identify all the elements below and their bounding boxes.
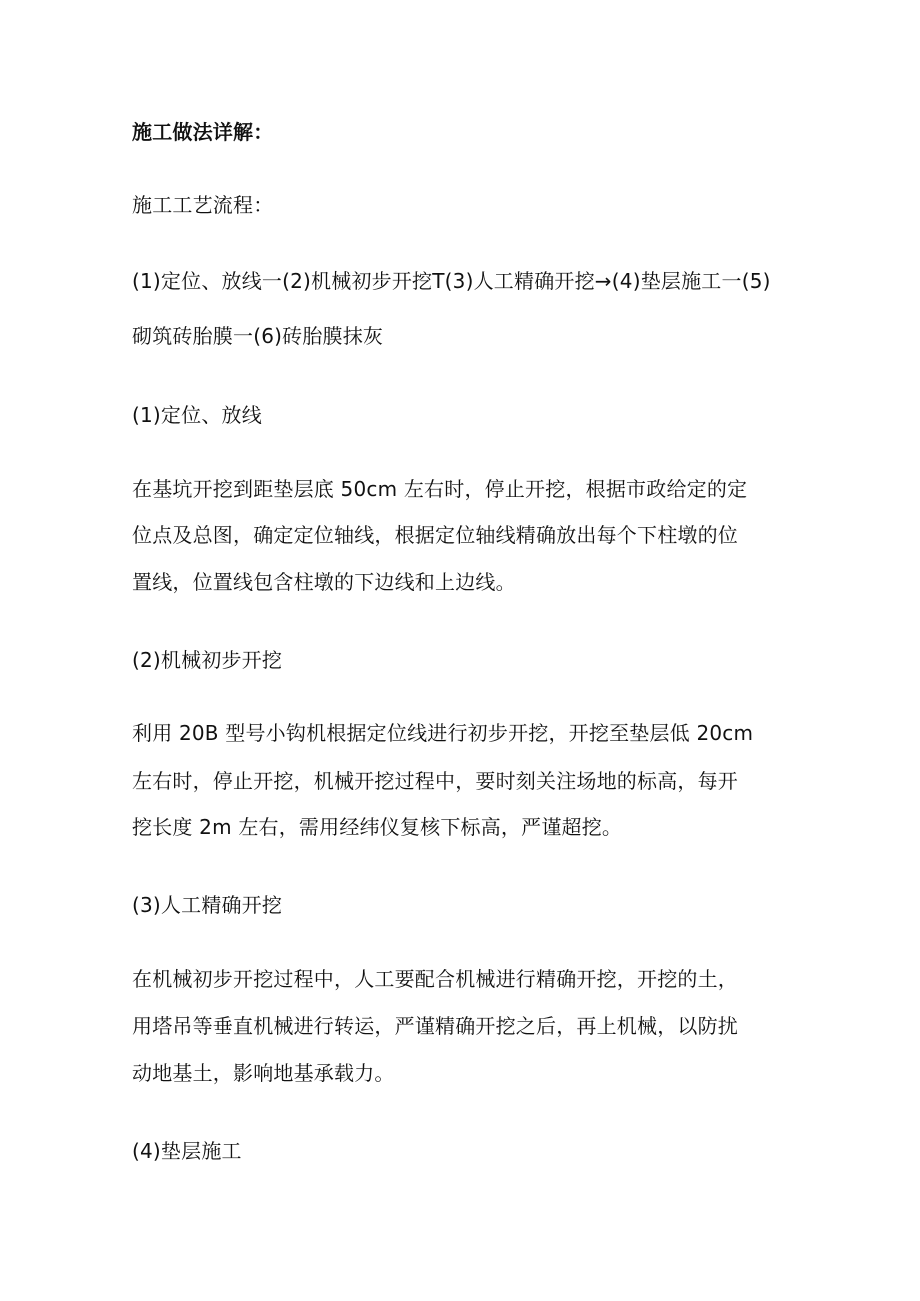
section-paragraph-line: 在机械初步开挖过程中，人工要配合机械进行精确开挖，开挖的土，	[132, 967, 738, 991]
section-heading-cushion-layer: (4)垫层施工	[132, 1139, 242, 1163]
section-paragraph-line: 左右时，停止开挖，机械开挖过程中，要时刻关注场地的标高，每开	[132, 769, 738, 793]
section-heading-manual-excavation: (3)人工精确开挖	[132, 893, 283, 917]
section-paragraph-line: 利用 20B 型号小钩机根据定位线进行初步开挖，开挖至垫层低 20cm	[132, 721, 754, 745]
process-heading: 施工工艺流程：	[132, 193, 274, 217]
process-flow-line: (1)定位、放线一(2)机械初步开挖T(3)人工精确开挖→(4)垫层施工一(5)	[132, 269, 771, 293]
section-paragraph-line: 置线，位置线包含柱墩的下边线和上边线。	[132, 570, 516, 594]
section-paragraph-line: 挖长度 2m 左右，需用经纬仪复核下标高，严谨超挖。	[132, 815, 623, 839]
section-paragraph-line: 位点及总图，确定定位轴线，根据定位轴线精确放出每个下柱墩的位	[132, 523, 738, 547]
section-heading-positioning: (1)定位、放线	[132, 403, 262, 427]
document-title: 施工做法详解：	[132, 120, 274, 144]
section-paragraph-line: 用塔吊等垂直机械进行转运，严谨精确开挖之后，再上机械，以防扰	[132, 1014, 738, 1038]
section-paragraph-line: 在基坑开挖到距垫层底 50cm 左右时，停止开挖，根据市政给定的定	[132, 477, 748, 501]
process-flow-line: 砌筑砖胎膜一(6)砖胎膜抹灰	[132, 324, 384, 348]
section-heading-machine-excavation: (2)机械初步开挖	[132, 648, 283, 672]
section-paragraph-line: 动地基土，影响地基承载力。	[132, 1061, 395, 1085]
